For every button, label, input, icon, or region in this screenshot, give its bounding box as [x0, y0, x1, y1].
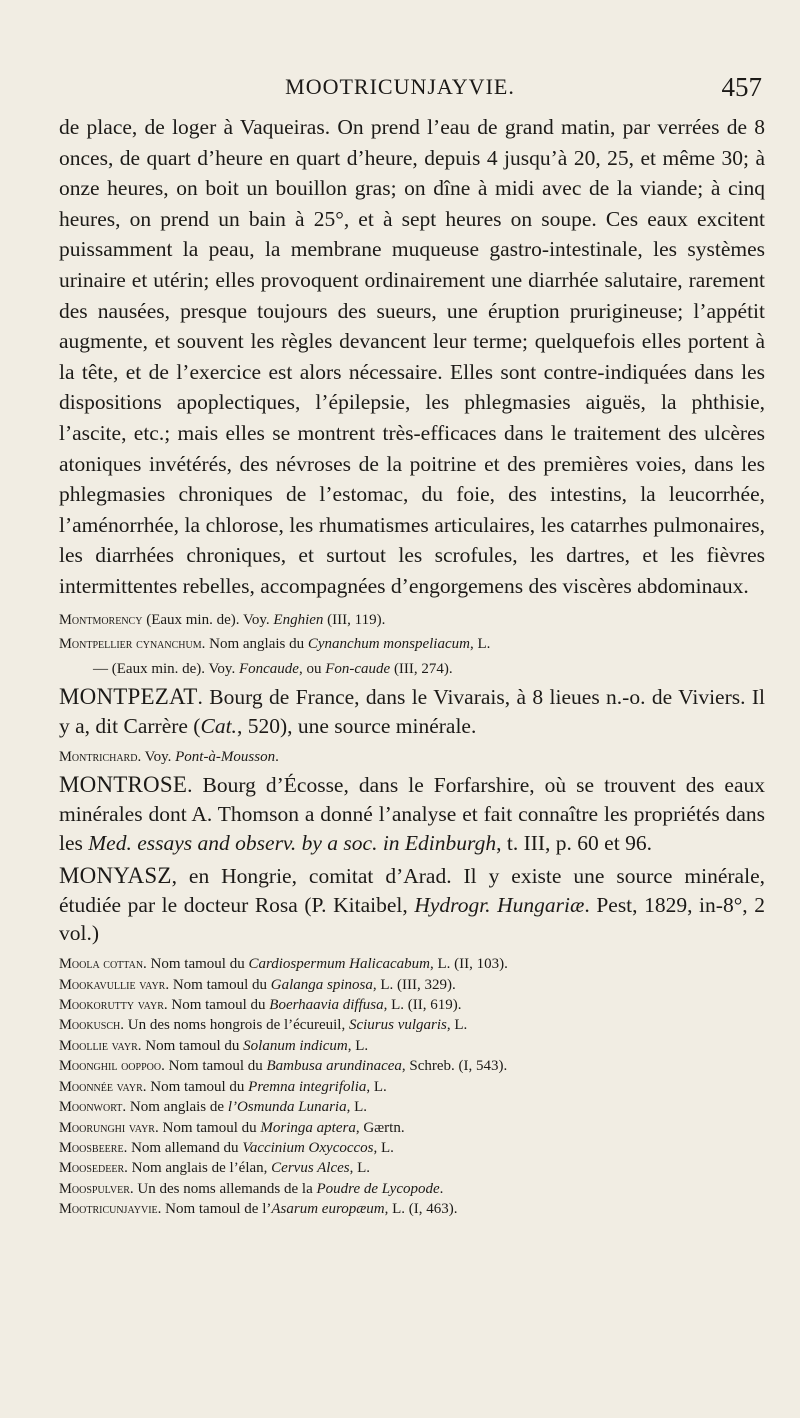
entry-montpellier-cynanchum: Montpellier cynanchum. Nom anglais du Cynanchum monspeliacum, L.	[59, 636, 491, 653]
page-body	[59, 112, 765, 1220]
entry-monyasz: MONYASZ, en Hongrie, comitat d’Arad. Il y existe une source minérale, étudiée par le docteur Rosa (P. Kitaibel, Hydrogr. Hungariæ. Pest, 1829, in-8°, 2 vol.)	[59, 862, 765, 946]
entry-montpellier-eaux: — (Eaux min. de). Voy. Foncaude, ou Fon-caude (III, 274).	[93, 660, 453, 677]
entry-montmorency: Montmorency (Eaux min. de). Voy. Enghien (III, 119).	[59, 611, 386, 628]
entry-headword: MONTPEZAT	[59, 684, 198, 710]
list-item: Moollie vayr. Nom tamoul du Solanum indicum, L.	[59, 1037, 369, 1054]
entry-montpezat: MONTPEZAT. Bourg de France, dans le Vivarais, à 8 lieues n.-o. de Viviers. Il y a, dit Carrère (Cat., 520), une source minérale.	[59, 684, 765, 739]
running-title: MOOTRICUNJAYVIE.	[285, 74, 515, 99]
list-item: Moola cottan. Nom tamoul du Cardiospermum Halicacabum, L. (II, 103).	[59, 956, 508, 973]
list-item: Moonnée vayr. Nom tamoul du Premna integrifolia, L.	[59, 1078, 387, 1095]
entry-headword: Montpellier cynanchum	[59, 636, 202, 653]
glossary-list	[59, 954, 765, 1219]
list-item: Moospulver. Un des noms allemands de la Poudre de Lycopode.	[59, 1180, 444, 1197]
list-item: Moosbeere. Nom allemand du Vaccinium Oxycoccos, L.	[59, 1139, 394, 1156]
list-item: Mootricunjayvie. Nom tamoul de l’Asarum europæum, L. (I, 463).	[59, 1201, 458, 1218]
entry-headword: Montrichard	[59, 748, 138, 765]
list-item: Mookavullie vayr. Nom tamoul du Galanga spinosa, L. (III, 329).	[59, 976, 456, 993]
entry-headword: MONTROSE	[59, 772, 188, 798]
list-item: Moonghil ooppoo. Nom tamoul du Bambusa arundinacea, Schreb. (I, 543).	[59, 1058, 508, 1075]
entry-montrichard: Montrichard. Voy. Pont-à-Mousson.	[59, 748, 279, 765]
entry-headword: Montmorency	[59, 611, 143, 628]
list-item: Moorunghi vayr. Nom tamoul du Moringa aptera, Gærtn.	[59, 1119, 405, 1136]
page-header	[0, 74, 800, 108]
entry-headword: MONYASZ	[59, 862, 172, 888]
page-number: 457	[721, 72, 762, 102]
list-item: Mookusch. Un des noms hongrois de l’écureuil, Sciurus vulgaris, L.	[59, 1017, 468, 1034]
list-item: Mookorutty vayr. Nom tamoul du Boerhaavia diffusa, L. (II, 619).	[59, 997, 462, 1014]
continued-paragraph: de place, de loger à Vaqueiras. On prend l’eau de grand matin, par verrées de 8 onces, de quart d’heure en quart d’heure, depuis 4 jusqu’à 20, 25, et même 30; à onze heures, on boit un bouillon gras; on dîne à midi avec de la viande; à cinq heures, on prend un bain à 25°, et à sept heures on soupe. Ces eaux excitent puissamment la peau, la membrane muqueuse gastro-intestinale, les systèmes urinaire et utérin; elles provoquent ordinairement une diarrhée salutaire, rarement des nausées, presque toujours des sueurs, une éruption prurigineuse; l’appétit augmente, et souvent les règles devancent leur terme; quelquefois elles portent à la tête, et de l’exercice est alors nécessaire. Elles sont contre-indiquées dans les dispositions apoplectiques, l’épilepsie, les phlegmasies aiguës, la phthisie, l’ascite, etc.; mais elles se montrent très-efficaces dans le traitement des ulcères atoniques invétérés, des névroses de la poitrine et des premières voies, dans les phlegmasies chroniques de l’estomac, du foie, des intestins, la leucorrhée, l’aménorrhée, la chlorose, les rhumatismes articulaires, les catarrhes pulmonaires, les diarrhées chroniques, et surtout les scrofules, les dartres, et les fièvres intermittentes rebelles, accompagnées d’engorgemens des viscères abdominaux.	[59, 115, 765, 598]
list-item: Moosedeer. Nom anglais de l’élan, Cervus Alces, L.	[59, 1160, 371, 1177]
entry-montrose: MONTROSE. Bourg d’Écosse, dans le Forfarshire, où se trouvent des eaux minérales dont A. Thomson a donné l’analyse et fait connaître les propriétés dans les Med. essays and observ. by a soc. in Edinburgh, t. III, p. 60 et 96.	[59, 772, 765, 856]
list-item: Moonwort. Nom anglais de l’Osmunda Lunaria, L.	[59, 1099, 367, 1116]
